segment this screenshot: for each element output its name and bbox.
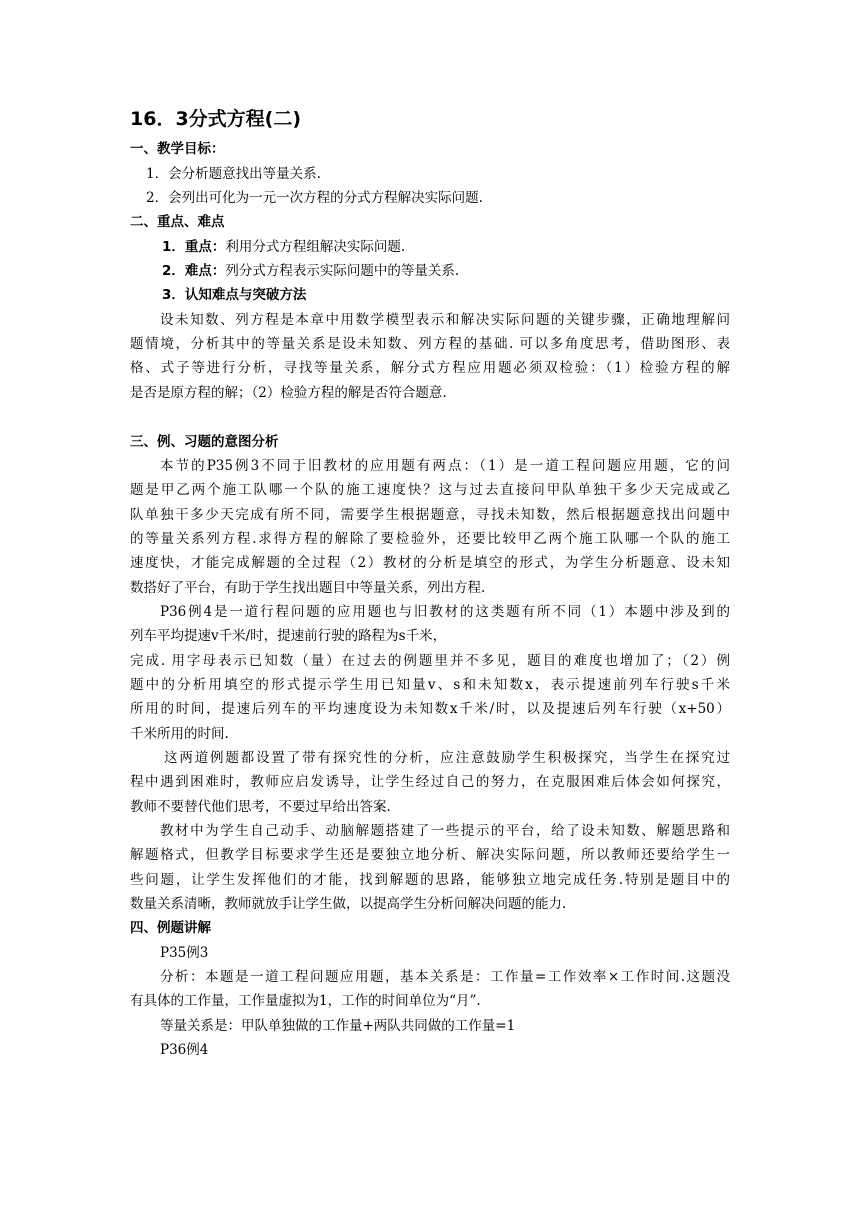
paragraph-line: 题是甲乙两个施工队哪一个队的施工速度快？这与过去直接问甲队单独干多少天完成或乙 — [130, 482, 730, 498]
paragraph-line: 题情境，分析其中的等量关系是设未知数、列方程的基础. 可以多角度思考，借助图形、表 — [130, 336, 730, 352]
section-heading-examples: 四、例题讲解 — [130, 920, 211, 936]
section-heading-key-points: 二、重点、难点 — [130, 214, 225, 230]
objective-item: 1．会分析题意找出等量关系. — [146, 166, 321, 182]
example-label: P35例3 — [160, 945, 209, 961]
paragraph-line: 题中的分析用填空的形式提示学生用已知量v、s和未知数x，表示提速前列车行驶s千米 — [130, 677, 730, 693]
paragraph-line: 有具体的工作量，工作量虚拟为1，工作的时间单位为“月”. — [130, 993, 481, 1009]
key-point-3-label: 3．认知难点与突破方法 — [162, 287, 307, 303]
paragraph-line: 程中遇到困难时，教师应启发诱导，让学生经过自己的努力，在克服困难后体会如何探究， — [130, 774, 730, 790]
key-point-text: 利用分式方程组解决实际问题. — [225, 239, 406, 255]
paragraph-line: 队单独干多少天完成有所不同，需要学生根据题意，寻找未知数，然后根据题意找出问题中 — [130, 507, 730, 523]
paragraph-line: 是否是原方程的解；（2）检验方程的解是否符合题意. — [130, 385, 447, 401]
paragraph-line: 设未知数、列方程是本章中用数学模型表示和解决实际问题的关键步骤，正确地理解问 — [160, 312, 730, 328]
paragraph-line: 些问题，让学生发挥他们的才能，找到解题的思路，能够独立地完成任务.特别是题目中的 — [130, 872, 730, 888]
page-title: 16．3分式方程(二) — [130, 108, 302, 130]
paragraph-line: 教师不要替代他们思考，不要过早给出答案. — [130, 799, 391, 815]
paragraph-line: 分析：本题是一道工程问题应用题，基本关系是：工作量=工作效率×工作时间.这题没 — [160, 969, 730, 985]
paragraph-line: 教材中为学生自己动手、动脑解题搭建了一些提示的平台，给了设未知数、解题思路和 — [160, 823, 730, 839]
paragraph-line: 速度快，才能完成解题的全过程（2）教材的分析是填空的形式，为学生分析题意、设未知 — [130, 555, 730, 571]
key-point-label: 2．难点： — [162, 263, 226, 279]
key-point-2 — [162, 262, 459, 280]
key-point-text: 列分式方程表示实际问题中的等量关系. — [225, 263, 460, 279]
paragraph-line: 列车平均提速v千米/时，提速前行驶的路程为s千米， — [130, 628, 447, 644]
paragraph-line: 的等量关系列方程.求得方程的解除了要检验外，还要比较甲乙两个施工队哪一个队的施工 — [130, 531, 730, 547]
paragraph-line: 千米所用的时间. — [130, 726, 229, 742]
paragraph-line: 所用的时间，提速后列车的平均速度设为未知数x千米/时，以及提速后列车行驶（x+50） — [130, 701, 730, 717]
paragraph-line: 解题格式，但教学目标要求学生还是要独立地分析、解决实际问题，所以教师还要给学生一 — [130, 847, 730, 863]
objective-item: 2．会列出可化为一元一次方程的分式方程解决实际问题. — [146, 190, 483, 206]
paragraph-line: 数量关系清晰，教师就放手让学生做，以提高学生分析问解决问题的能力. — [130, 896, 567, 912]
section-heading-objectives: 一、教学目标： — [130, 141, 225, 157]
paragraph-line: 格、式子等进行分析，寻找等量关系，解分式方程应用题必须双检验：（1）检验方程的解 — [130, 360, 730, 376]
section-heading-intent-analysis: 三、例、习题的意图分析 — [130, 434, 279, 450]
example-label: P36例4 — [160, 1042, 209, 1058]
key-point-label: 1．重点： — [162, 239, 226, 255]
paragraph-line: P36例4是一道行程问题的应用题也与旧教材的这类题有所不同（1）本题中涉及到的 — [160, 604, 730, 620]
paragraph-line: 本节的P35例3不同于旧教材的应用题有两点：（1）是一道工程问题应用题，它的问 — [160, 458, 730, 474]
paragraph-line: 这两道例题都设置了带有探究性的分析，应注意鼓励学生积极探究，当学生在探究过 — [164, 750, 730, 766]
paragraph-line: 完成. 用字母表示已知数（量）在过去的例题里并不多见，题目的难度也增加了；（2）例 — [130, 653, 730, 669]
paragraph-line: 数搭好了平台，有助于学生找出题目中等量关系，列出方程. — [130, 580, 486, 596]
key-point-1 — [162, 238, 405, 256]
paragraph-line: 等量关系是：甲队单独做的工作量+两队共同做的工作量=1 — [160, 1018, 516, 1034]
